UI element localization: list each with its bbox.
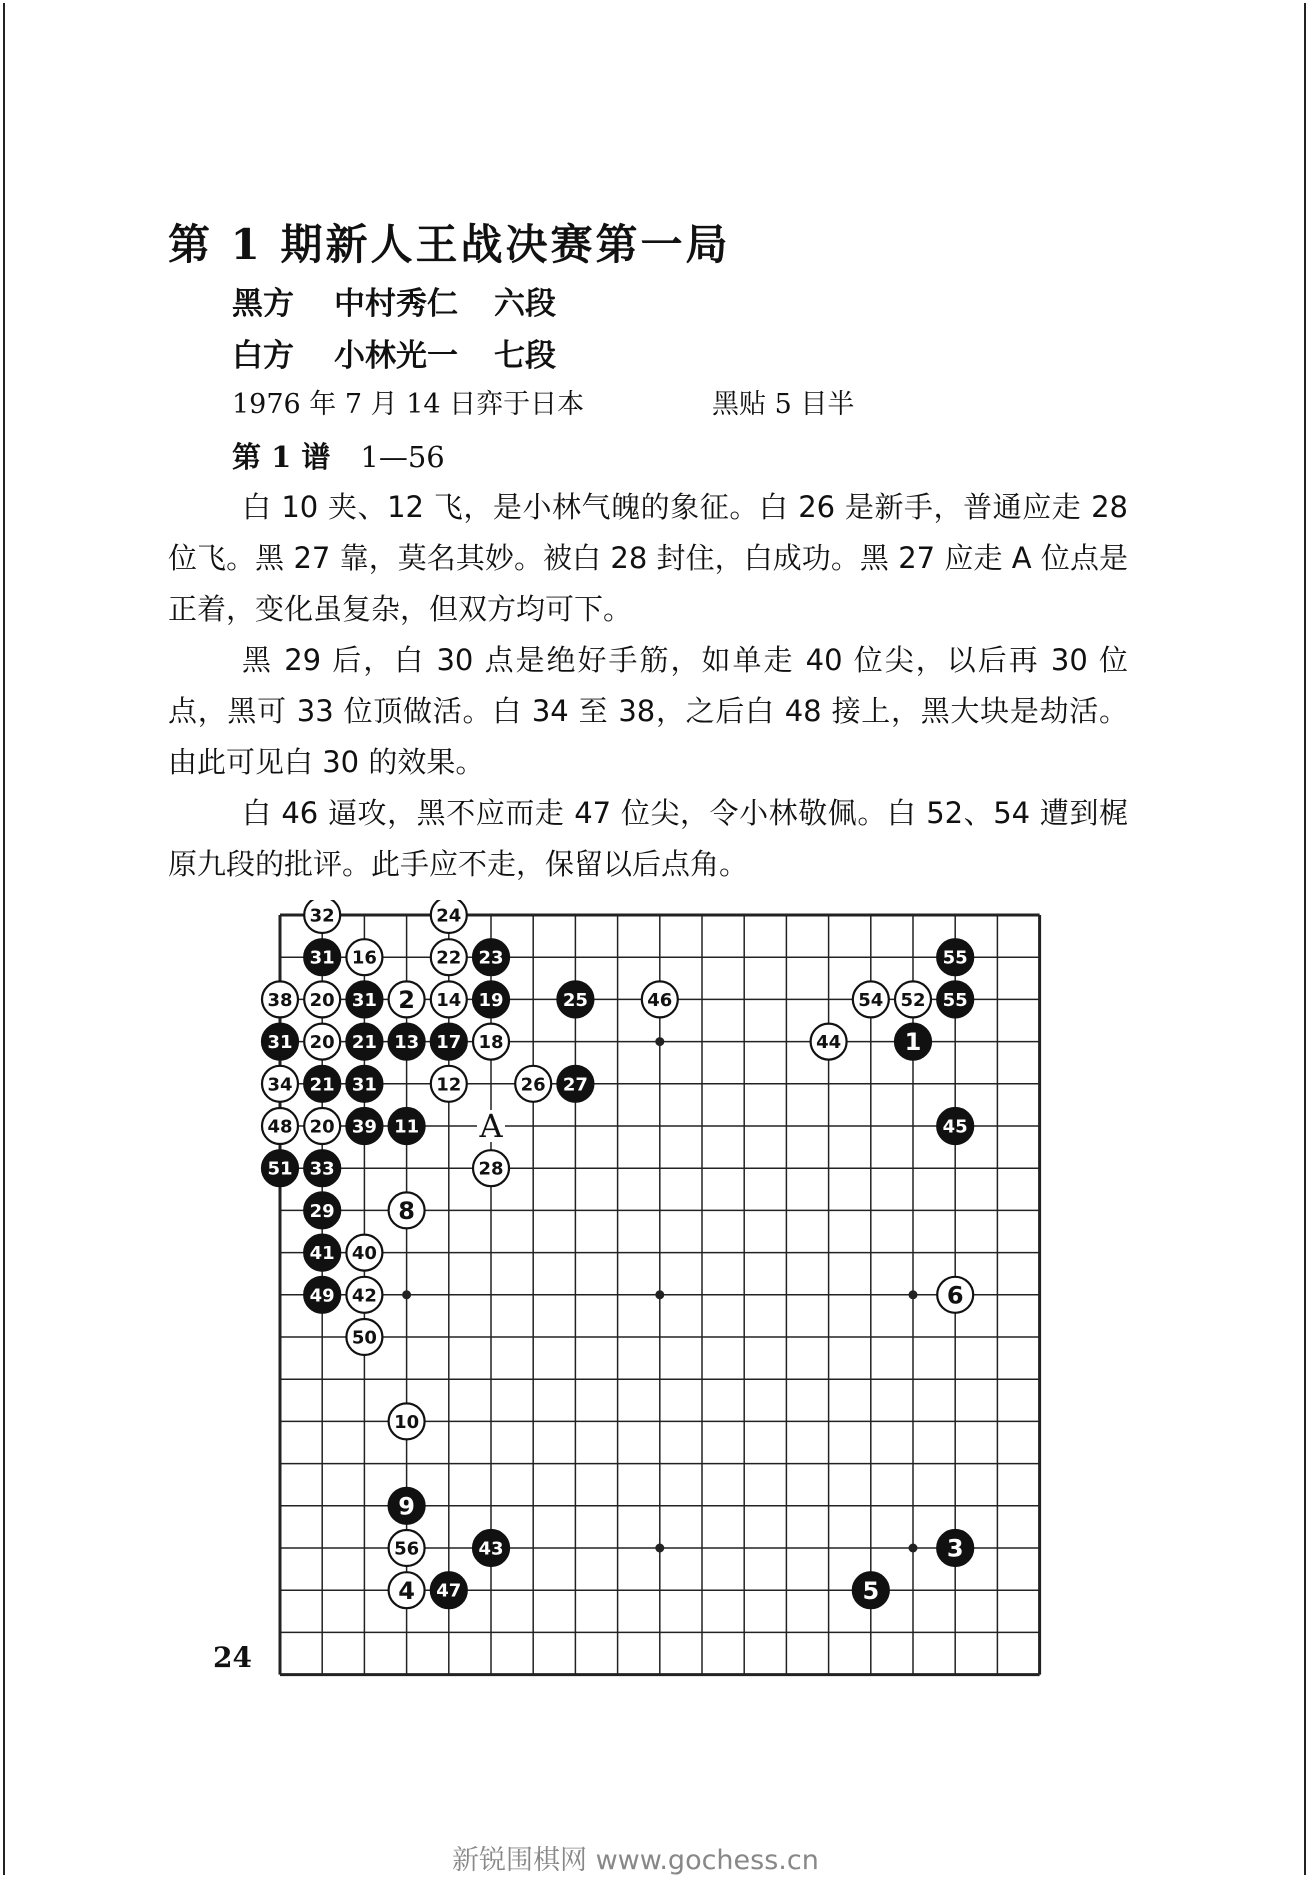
diagram-heading xyxy=(232,435,445,476)
move-number: 44 xyxy=(816,1032,842,1054)
go-board-diagram xyxy=(260,900,1060,1680)
move-number: 5 xyxy=(862,1576,880,1605)
move-number: 46 xyxy=(647,989,673,1011)
label-a: A xyxy=(479,1107,503,1145)
move-number: 56 xyxy=(394,1538,420,1560)
diagram-moves: 1—56 xyxy=(360,440,445,474)
game-title: 第 1 期新人王战决赛第一局 xyxy=(168,220,731,269)
star-point xyxy=(402,1290,411,1299)
move-number: 18 xyxy=(478,1032,504,1054)
black-player-name: 中村秀仁 xyxy=(334,286,458,322)
move-number: 10 xyxy=(394,1411,420,1433)
move-number: 31 xyxy=(351,989,377,1011)
move-number: 9 xyxy=(398,1492,415,1521)
move-number: 25 xyxy=(562,989,588,1011)
move-number: 28 xyxy=(478,1158,504,1180)
commentary-paragraph: 黑 29 后，白 30 点是绝好手筋，如单走 40 位尖，以后再 30 位点，黑可 33 位顶做活。白 34 至 38，之后白 48 接上，黑大块是劫活。由此可见白 30 的效果。 xyxy=(168,643,1128,779)
move-number: 45 xyxy=(942,1116,968,1138)
star-point xyxy=(909,1290,918,1299)
move-number: 40 xyxy=(351,1243,377,1265)
move-number: 55 xyxy=(942,947,968,969)
move-number: 42 xyxy=(351,1285,377,1307)
date-line xyxy=(232,382,855,421)
star-point xyxy=(655,1544,664,1553)
move-number: 14 xyxy=(436,989,462,1011)
move-number: 39 xyxy=(351,1116,377,1138)
black-player-role: 黑方 xyxy=(232,286,294,322)
move-number: 6 xyxy=(946,1281,964,1310)
move-number: 31 xyxy=(351,1074,377,1096)
komi: 黑贴 5 目半 xyxy=(712,389,855,420)
move-number: 34 xyxy=(267,1074,293,1096)
move-number: 21 xyxy=(351,1032,377,1054)
move-number: 16 xyxy=(351,947,377,969)
move-number: 17 xyxy=(436,1032,462,1054)
move-number: 13 xyxy=(394,1032,420,1054)
move-number: 48 xyxy=(267,1116,293,1138)
move-number: 32 xyxy=(309,905,335,927)
move-number: 22 xyxy=(436,947,462,969)
move-number: 43 xyxy=(478,1538,504,1560)
move-number: 38 xyxy=(267,989,293,1011)
move-number: 52 xyxy=(900,989,926,1011)
move-number: 20 xyxy=(309,989,335,1011)
move-number: 4 xyxy=(398,1576,415,1605)
move-number: 21 xyxy=(309,1074,335,1096)
move-number: 49 xyxy=(309,1285,335,1307)
move-number: 20 xyxy=(309,1116,335,1138)
move-number: 26 xyxy=(520,1074,546,1096)
white-player-line xyxy=(232,330,556,375)
move-number: 2 xyxy=(398,986,415,1015)
move-number: 41 xyxy=(309,1243,335,1265)
move-number: 27 xyxy=(562,1074,588,1096)
move-number: 47 xyxy=(436,1580,462,1602)
star-point xyxy=(655,1037,664,1046)
move-number: 19 xyxy=(478,989,504,1011)
move-number: 33 xyxy=(309,1158,335,1180)
watermark: 新锐围棋网 www.gochess.cn xyxy=(452,1845,819,1876)
white-player-name: 小林光一 xyxy=(334,338,458,374)
move-number: 12 xyxy=(436,1074,462,1096)
move-number: 29 xyxy=(309,1200,335,1222)
move-number: 51 xyxy=(267,1158,293,1180)
move-number: 31 xyxy=(267,1032,293,1054)
star-point xyxy=(655,1290,664,1299)
page-number: 24 xyxy=(213,1641,252,1674)
date-place: 1976 年 7 月 14 日弈于日本 xyxy=(232,389,585,420)
commentary-paragraph: 白 10 夹、12 飞，是小林气魄的象征。白 26 是新手，普通应走 28 位飞。黑 27 靠，莫名其妙。被白 28 封住，白成功。黑 27 应走 A 位点是正着，变化虽复杂，但双方均可下。 xyxy=(168,490,1128,626)
black-player-line xyxy=(232,278,556,323)
commentary-paragraph: 白 46 逼攻，黑不应而走 47 位尖，令小林敬佩。白 52、54 遭到梶原九段的批评。此手应不走，保留以后点角。 xyxy=(168,796,1128,881)
move-number: 11 xyxy=(394,1116,420,1138)
white-player-role: 白方 xyxy=(232,338,294,374)
move-number: 50 xyxy=(351,1327,377,1349)
white-player-rank: 七段 xyxy=(494,338,556,374)
move-number: 31 xyxy=(309,947,335,969)
move-number: 1 xyxy=(904,1028,922,1057)
diagram-label: 第 1 谱 xyxy=(232,440,331,474)
black-player-rank: 六段 xyxy=(494,286,556,322)
move-number: 55 xyxy=(942,989,968,1011)
move-number: 20 xyxy=(309,1032,335,1054)
move-number: 24 xyxy=(436,905,462,927)
move-number: 3 xyxy=(946,1534,964,1563)
move-number: 8 xyxy=(398,1197,415,1226)
move-number: 54 xyxy=(858,989,884,1011)
star-point xyxy=(909,1544,918,1553)
move-number: 23 xyxy=(478,947,504,969)
